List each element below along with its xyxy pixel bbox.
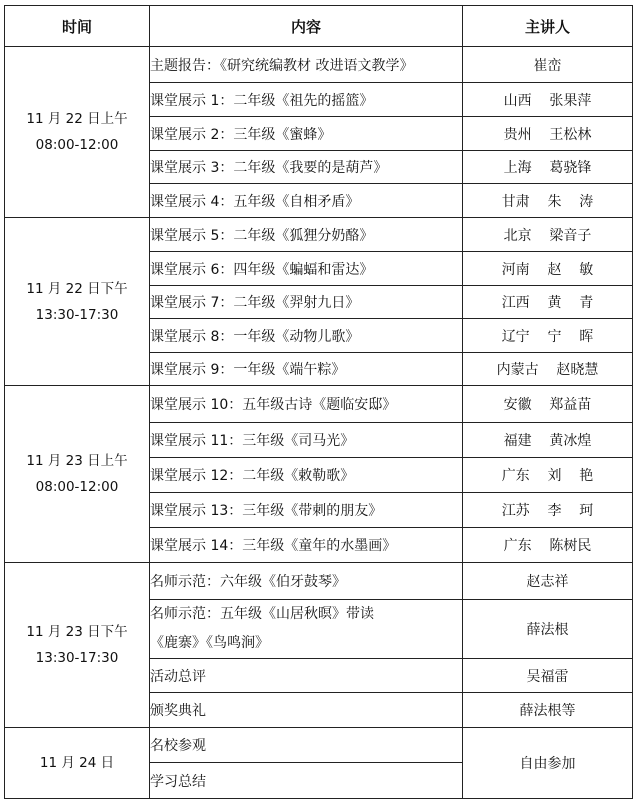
content-cell: 主题报告：《研究统编教材 改进语文教学》 [150, 47, 463, 83]
speaker-cell: 薛法根等 [463, 693, 633, 728]
speaker-cell: 山西 张果萍 [463, 83, 633, 117]
speaker-cell: 江苏 李 珂 [463, 493, 633, 528]
content-cell: 课堂展示 11：三年级《司马光》 [150, 423, 463, 458]
content-cell: 课堂展示 5：二年级《狐狸分奶酪》 [150, 218, 463, 252]
table-row [5, 47, 633, 83]
header-content: 内容 [150, 6, 463, 47]
time-cell [5, 386, 150, 563]
table-row [5, 386, 633, 423]
speaker-cell: 广东 刘 艳 [463, 458, 633, 493]
time-range: 08:00-12:00 [35, 137, 119, 153]
content-cell: 课堂展示 9：一年级《端午粽》 [150, 353, 463, 386]
speaker-cell: 贵州 王松林 [463, 117, 633, 151]
speaker-cell: 上海 葛骁锋 [463, 151, 633, 184]
content-line: 《鹿寨》《鸟鸣涧》 [150, 635, 269, 651]
speaker-cell: 广东 陈树民 [463, 528, 633, 563]
table-row [5, 563, 633, 600]
speaker-cell: 安徽 郑益苗 [463, 386, 633, 423]
speaker-cell: 甘肃 朱 涛 [463, 184, 633, 218]
header-row [5, 6, 633, 47]
content-cell: 课堂展示 14：三年级《童年的水墨画》 [150, 528, 463, 563]
content-cell: 名校参观 [150, 728, 463, 763]
header-speaker: 主讲人 [463, 6, 633, 47]
content-cell: 课堂展示 8：一年级《动物儿歌》 [150, 319, 463, 353]
content-line: 名师示范：五年级《山居秋暝》带读 [150, 606, 374, 622]
time-cell [5, 218, 150, 386]
content-cell: 课堂展示 10：五年级古诗《题临安邸》 [150, 386, 463, 423]
speaker-cell: 北京 梁音子 [463, 218, 633, 252]
speaker-cell: 福建 黄冰煌 [463, 423, 633, 458]
content-cell [150, 600, 463, 659]
time-cell [5, 563, 150, 728]
speaker-cell: 内蒙古 赵晓慧 [463, 353, 633, 386]
content-cell: 课堂展示 3：二年级《我要的是葫芦》 [150, 151, 463, 184]
content-cell: 课堂展示 13：三年级《带刺的朋友》 [150, 493, 463, 528]
time-cell [5, 728, 150, 799]
content-cell: 颁奖典礼 [150, 693, 463, 728]
speaker-cell: 吴福雷 [463, 659, 633, 693]
time-date: 11 月 22 日下午 [26, 280, 128, 297]
content-cell: 课堂展示 2：三年级《蜜蜂》 [150, 117, 463, 151]
content-cell: 课堂展示 12：二年级《敕勒歌》 [150, 458, 463, 493]
schedule-table [4, 5, 633, 799]
time-range: 13:30-17:30 [35, 650, 119, 666]
content-cell: 课堂展示 6：四年级《蝙蝠和雷达》 [150, 252, 463, 286]
content-cell: 课堂展示 7：二年级《羿射九日》 [150, 286, 463, 319]
speaker-cell: 崔峦 [463, 47, 633, 83]
speaker-cell: 河南 赵 敏 [463, 252, 633, 286]
time-range: 08:00-12:00 [35, 479, 119, 495]
time-range: 13:30-17:30 [35, 306, 119, 323]
speaker-cell: 辽宁 宁 晖 [463, 319, 633, 353]
header-time: 时间 [5, 6, 150, 47]
speaker-cell: 江西 黄 青 [463, 286, 633, 319]
time-date: 11 月 23 日上午 [26, 453, 128, 469]
time-date: 11 月 23 日下午 [26, 624, 128, 640]
speaker-cell: 自由参加 [463, 728, 633, 799]
time-date: 11 月 22 日上午 [26, 111, 128, 127]
content-cell: 活动总评 [150, 659, 463, 693]
speaker-cell: 赵志祥 [463, 563, 633, 600]
content-cell: 学习总结 [150, 763, 463, 799]
content-cell: 名师示范：六年级《伯牙鼓琴》 [150, 563, 463, 600]
content-cell: 课堂展示 1：二年级《祖先的摇篮》 [150, 83, 463, 117]
table-row [5, 218, 633, 252]
content-cell: 课堂展示 4：五年级《自相矛盾》 [150, 184, 463, 218]
speaker-cell: 薛法根 [463, 600, 633, 659]
table-row [5, 728, 633, 763]
time-cell [5, 47, 150, 218]
time-date: 11 月 24 日 [39, 755, 115, 771]
